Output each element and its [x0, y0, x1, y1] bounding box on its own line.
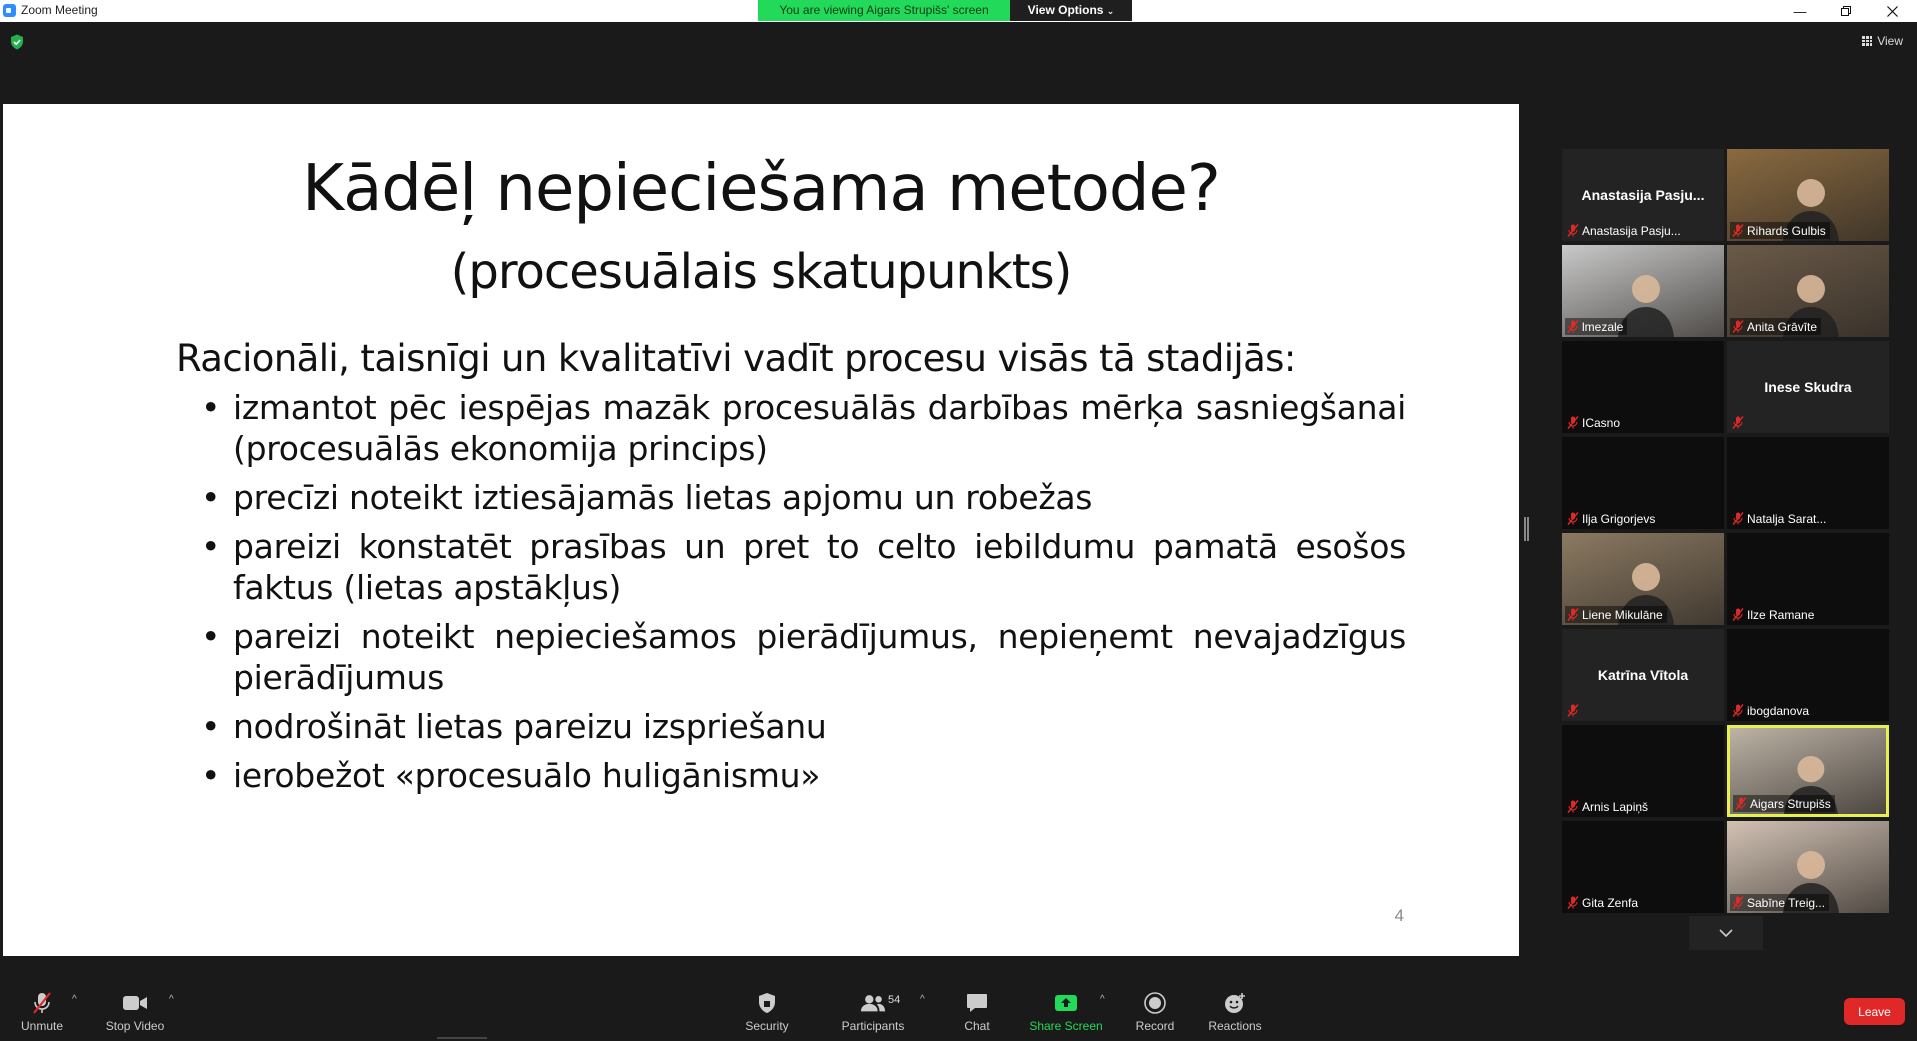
participant-tile[interactable] [1727, 629, 1889, 721]
share-options-caret[interactable]: ^ [1100, 994, 1105, 1005]
chevron-down-icon: ⌄ [1106, 6, 1115, 16]
reactions-smiley-icon [1222, 991, 1248, 1015]
chat-label: Chat [964, 1019, 990, 1033]
participant-name-label [1565, 894, 1642, 911]
slide-subtitle: (procesuālais skatupunkts) [450, 244, 1072, 300]
video-options-caret[interactable]: ^ [169, 994, 174, 1005]
meeting-toolbar [0, 980, 1917, 1041]
participant-name: Rihards Gulbis [1747, 223, 1826, 238]
participant-name-label [1730, 702, 1813, 719]
participant-tile[interactable] [1562, 149, 1724, 241]
participant-name-label [1565, 318, 1627, 335]
participant-display-name: Inese Skudra [1764, 379, 1852, 395]
share-screen-button[interactable] [1030, 980, 1102, 1041]
slide-lead-text: Racionāli, taisnīgi un kvalitatīvi vadīt procesu visās tā stadijās: [176, 337, 1296, 380]
muted-mic-icon [1567, 512, 1579, 525]
muted-mic-icon [1732, 512, 1744, 525]
unmute-label: Unmute [20, 1019, 64, 1033]
record-button[interactable] [1134, 980, 1176, 1041]
muted-mic-icon [1732, 320, 1744, 333]
participant-name: Aigars Strupišs [1750, 796, 1831, 811]
share-screen-label: Share Screen [1029, 1019, 1103, 1033]
participant-name: Sabīne Treig... [1747, 895, 1826, 910]
reactions-label: Reactions [1208, 1019, 1262, 1033]
participants-options-caret[interactable]: ^ [920, 994, 925, 1005]
participant-tile[interactable] [1727, 437, 1889, 529]
participant-name: lmezale [1582, 319, 1624, 334]
participant-name-label [1565, 222, 1685, 239]
participant-name-label [1565, 414, 1624, 431]
muted-mic-icon [1735, 797, 1747, 810]
zoom-app-icon [3, 4, 16, 17]
participant-tile[interactable] [1562, 725, 1724, 817]
slide-bullet: • precīzi noteikt iztiesājamās lietas apjomu un robežas [233, 477, 1406, 518]
chevron-down-icon [1719, 929, 1733, 937]
participant-name: Anastasija Pasju... [1582, 223, 1681, 238]
participant-name-label [1730, 222, 1830, 239]
audio-options-caret[interactable]: ^ [72, 994, 77, 1005]
screen-share-banner [758, 0, 1132, 21]
title-bar [0, 0, 1917, 22]
toolbar-underline [437, 1037, 487, 1039]
muted-mic-icon [1567, 224, 1579, 237]
stop-video-label: Stop Video [105, 1019, 165, 1033]
participant-name-label [1730, 414, 1751, 431]
participants-icon [860, 991, 886, 1015]
participant-name-label [1733, 795, 1835, 812]
participant-display-name: Anastasija Pasju... [1581, 187, 1705, 203]
muted-mic-icon [1732, 896, 1744, 909]
participant-name-label [1730, 318, 1821, 335]
participant-tile[interactable] [1727, 149, 1889, 241]
participant-tile[interactable] [1727, 533, 1889, 625]
participant-tile[interactable] [1562, 245, 1724, 337]
participant-tile[interactable] [1562, 533, 1724, 625]
view-options-label: View Options [1027, 3, 1104, 17]
unmute-button[interactable] [14, 980, 70, 1041]
view-layout-button[interactable] [1862, 34, 1903, 48]
stop-video-button[interactable] [104, 980, 166, 1041]
muted-mic-icon [1732, 608, 1744, 621]
minimize-button[interactable] [1777, 0, 1823, 22]
participant-name: Ilze Ramane [1747, 607, 1815, 622]
participant-tile[interactable] [1562, 437, 1724, 529]
participant-name-label [1565, 510, 1659, 527]
participant-name: Arnis Lapiņš [1582, 799, 1649, 814]
muted-mic-icon [1567, 704, 1579, 717]
muted-mic-icon [1732, 416, 1744, 429]
participants-button[interactable] [838, 980, 908, 1041]
participant-name-label [1565, 702, 1586, 719]
chat-button[interactable] [961, 980, 993, 1041]
participant-name-label [1565, 798, 1652, 815]
participant-name: Natalja Sarat... [1747, 511, 1827, 526]
leave-meeting-button[interactable]: Leave [1844, 998, 1905, 1025]
participants-label: Participants [841, 1019, 905, 1033]
security-shield-icon [754, 991, 780, 1015]
muted-mic-icon [1732, 704, 1744, 717]
slide-bullet: • ierobežot «procesuālo huligānismu» [233, 755, 1406, 796]
record-label: Record [1135, 1019, 1175, 1033]
muted-mic-icon [1567, 416, 1579, 429]
grid-icon [1862, 36, 1872, 46]
participant-tile[interactable] [1727, 821, 1889, 913]
participant-display-name: Katrīna Vītola [1597, 667, 1689, 683]
close-icon [1887, 6, 1898, 17]
muted-mic-icon [1567, 896, 1579, 909]
participant-name: ibogdanova [1747, 703, 1810, 718]
chat-bubble-icon [964, 991, 990, 1015]
muted-mic-icon [1732, 224, 1744, 237]
participant-name-label [1730, 894, 1829, 911]
muted-mic-icon [1567, 320, 1579, 333]
encryption-shield-icon[interactable] [10, 34, 24, 50]
muted-mic-icon [1567, 608, 1579, 621]
participant-name: ICasno [1582, 415, 1621, 430]
slide-page-number: 4 [1394, 906, 1404, 925]
slide-bullet: • pareizi konstatēt prasības un pret to celto iebildumu pamatā esošos faktus (lietas apstākļus) [233, 526, 1406, 608]
participant-name: Ilja Grigorjevs [1582, 511, 1656, 526]
participant-name-label [1730, 510, 1830, 527]
slide-title: Kādēļ nepieciešama metode? [302, 152, 1220, 226]
slide-bullet: • pareizi noteikt nepieciešamos pierādījumus, nepieņemt nevajadzīgus pierādījumus [233, 616, 1406, 698]
security-label: Security [745, 1019, 789, 1033]
slide-bullet: • izmantot pēc iespējas mazāk procesuālās darbības mērķa sasniegšanai (procesuālās ekonomija princips) [233, 387, 1406, 469]
reactions-button[interactable] [1208, 980, 1262, 1041]
participant-name-label [1730, 606, 1818, 623]
participants-count: 54 [888, 994, 901, 1006]
shared-screen-slide [3, 104, 1519, 956]
participant-tile[interactable] [1727, 245, 1889, 337]
video-camera-icon [122, 991, 148, 1015]
viewing-screen-message: You are viewing Aigars Strupišs' screen [758, 0, 1010, 21]
participant-tile[interactable] [1727, 725, 1889, 817]
participant-name-label [1565, 606, 1667, 623]
participant-tile[interactable] [1562, 821, 1724, 913]
participant-name: Anita Grāvīte [1747, 319, 1818, 334]
minimize-icon: — [1793, 3, 1807, 19]
participant-name: Liene Mikulāne [1582, 607, 1663, 622]
restore-icon [1841, 6, 1851, 16]
participant-tile[interactable] [1727, 341, 1889, 433]
view-options-button[interactable] [1010, 0, 1132, 21]
participant-name: Gita Zenfa [1582, 895, 1639, 910]
view-label: View [1877, 34, 1903, 48]
muted-mic-icon [1567, 800, 1579, 813]
participant-tile[interactable] [1562, 629, 1724, 721]
record-icon [1142, 991, 1168, 1015]
restore-button[interactable] [1823, 0, 1869, 22]
security-button[interactable] [743, 980, 791, 1041]
slide-bullet: • nodrošināt lietas pareizu izspriešanu [233, 706, 1406, 747]
window-title: Zoom Meeting [21, 3, 98, 17]
slide-bullet-list [233, 387, 1406, 804]
gallery-next-page-button[interactable] [1689, 916, 1763, 950]
share-screen-icon [1053, 991, 1079, 1015]
muted-mic-icon [29, 991, 55, 1015]
participant-tile[interactable] [1562, 341, 1724, 433]
panel-resize-handle[interactable] [1524, 517, 1529, 541]
close-window-button[interactable] [1869, 0, 1915, 22]
